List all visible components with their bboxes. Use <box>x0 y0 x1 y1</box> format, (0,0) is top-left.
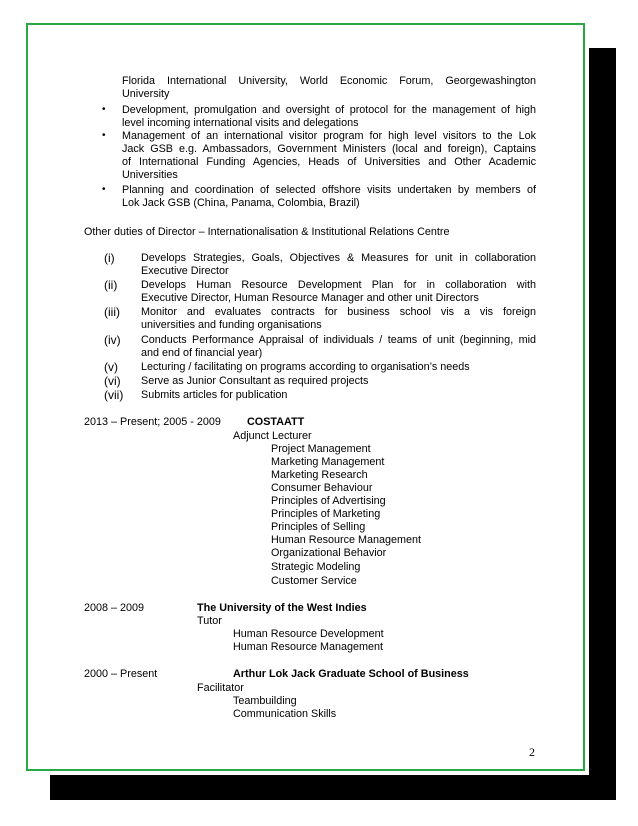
costaatt-course: Principles of Advertising <box>271 495 386 507</box>
duty-6-line-1: Serve as Junior Consultant as required projects <box>141 375 369 387</box>
duty-5-line-1: Lecturing / facilitating on programs according to organisation’s needs <box>141 361 470 373</box>
duty-1-line-2: Executive Director <box>141 265 229 277</box>
costaatt-dates: 2013 – Present; 2005 - 2009 <box>84 416 221 428</box>
bullet-1-line-2: level incoming international visits and delegations <box>122 117 359 129</box>
uwi-course: Human Resource Management <box>233 641 384 653</box>
page-shadow-right <box>589 48 616 800</box>
costaatt-course: Consumer Behaviour <box>271 482 373 494</box>
duty-number: (i) <box>104 251 115 265</box>
bullet-2-line-1: Management of an international visitor program for high level visitors to the Lok <box>122 130 536 142</box>
uwi-role: Tutor <box>197 615 222 627</box>
duty-number: (v) <box>104 360 118 374</box>
duty-4-line-2: and end of financial year) <box>141 347 263 359</box>
uwi-dates: 2008 – 2009 <box>84 602 145 614</box>
bullet-icon: • <box>102 104 106 115</box>
costaatt-course: Principles of Selling <box>271 521 366 533</box>
duty-3-line-2: universities and funding organisations <box>141 319 322 331</box>
bullet-icon: • <box>102 130 106 141</box>
uwi-org: The University of the West Indies <box>197 602 367 614</box>
duty-2-line-2: Executive Director, Human Resource Manager and other unit Directors <box>141 292 479 304</box>
duty-3-line-1: Monitor and evaluates contracts for business school vis a vis foreign <box>141 306 536 318</box>
lokjack-course: Teambuilding <box>233 695 297 707</box>
costaatt-course: Customer Service <box>271 575 357 587</box>
bullet-2-line-2: Jack GSB e.g. Ambassadors, Government Ministers (local and foreign), Captains <box>122 143 536 155</box>
costaatt-course: Strategic Modeling <box>271 561 361 573</box>
uwi-course: Human Resource Development <box>233 628 384 640</box>
intro-line-1: Florida International University, World Economic Forum, Georgewashington <box>122 75 536 87</box>
intro-line-2: University <box>122 88 170 100</box>
lokjack-org: Arthur Lok Jack Graduate School of Business <box>233 668 469 680</box>
duty-number: (iii) <box>104 305 120 319</box>
lokjack-course: Communication Skills <box>233 708 337 720</box>
duty-2-line-1: Develops Human Resource Development Plan for in collaboration with <box>141 279 536 291</box>
duty-number: (ii) <box>104 278 118 292</box>
costaatt-course: Principles of Marketing <box>271 508 381 520</box>
duty-7-line-1: Submits articles for publication <box>141 389 288 401</box>
bullet-icon: • <box>102 184 106 195</box>
lokjack-role: Facilitator <box>197 682 244 694</box>
duty-number: (vi) <box>104 374 121 388</box>
bullet-3-line-2: Lok Jack GSB (China, Panama, Colombia, Brazil) <box>122 197 360 209</box>
bullet-2-line-3: of International Funding Agencies, Heads of Universities and Other Academic <box>122 156 536 168</box>
duty-number: (vii) <box>104 388 124 402</box>
bullet-3-line-1: Planning and coordination of selected offshore visits undertaken by members of <box>122 184 536 196</box>
costaatt-course: Human Resource Management <box>271 534 422 546</box>
page-shadow-bottom <box>50 775 616 800</box>
lokjack-dates: 2000 – Present <box>84 668 158 680</box>
bullet-1-line-1: Development, promulgation and oversight of protocol for the management of high <box>122 104 536 116</box>
costaatt-course: Marketing Research <box>271 469 368 481</box>
bullet-2-line-4: Universities <box>122 169 178 181</box>
costaatt-org: COSTAATT <box>247 416 305 428</box>
costaatt-course: Marketing Management <box>271 456 385 468</box>
other-duties-heading: Other duties of Director – Internationalisation & Institutional Relations Centre <box>84 226 450 238</box>
duty-4-line-1: Conducts Performance Appraisal of individuals / teams of unit (beginning, mid <box>141 334 536 346</box>
duty-number: (iv) <box>104 333 121 347</box>
costaatt-course: Organizational Behavior <box>271 547 387 559</box>
duty-1-line-1: Develops Strategies, Goals, Objectives & Measures for unit in collaboration <box>141 252 536 264</box>
costaatt-role: Adjunct Lecturer <box>233 430 312 442</box>
costaatt-course: Project Management <box>271 443 371 455</box>
page-number: 2 <box>529 745 535 759</box>
